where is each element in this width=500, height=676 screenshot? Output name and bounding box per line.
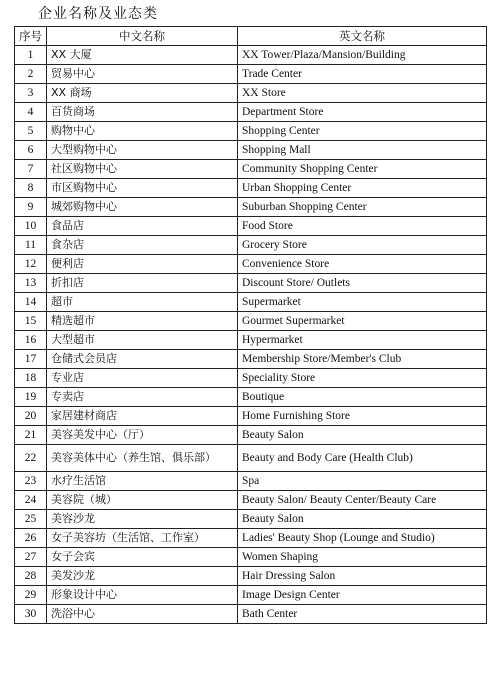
english-name-cell: XX Tower/Plaza/Mansion/Building bbox=[238, 46, 487, 65]
table-row bbox=[15, 198, 487, 217]
table-row bbox=[15, 122, 487, 141]
row-number: 28 bbox=[15, 567, 47, 586]
chinese-name-cell: 形象设计中心 bbox=[47, 586, 238, 605]
chinese-name-cell: 水疗生活馆 bbox=[47, 472, 238, 491]
english-name-cell: Trade Center bbox=[238, 65, 487, 84]
chinese-name-cell: 大型超市 bbox=[47, 331, 238, 350]
chinese-name-cell: 女子美容坊（生活馆、工作室） bbox=[47, 529, 238, 548]
chinese-name-cell: 百货商场 bbox=[47, 103, 238, 122]
row-number: 29 bbox=[15, 586, 47, 605]
table-body bbox=[15, 46, 487, 624]
row-number: 21 bbox=[15, 426, 47, 445]
chinese-name-cell: 购物中心 bbox=[47, 122, 238, 141]
english-name-cell: Spa bbox=[238, 472, 487, 491]
chinese-name-cell: 便利店 bbox=[47, 255, 238, 274]
chinese-name-cell: 专业店 bbox=[47, 369, 238, 388]
chinese-name-cell: 精选超市 bbox=[47, 312, 238, 331]
table-row bbox=[15, 46, 487, 65]
chinese-name-cell: XX 商场 bbox=[47, 84, 238, 103]
english-name-cell: Hypermarket bbox=[238, 331, 487, 350]
table-row bbox=[15, 586, 487, 605]
chinese-name-cell: 美容美发中心（厅） bbox=[47, 426, 238, 445]
chinese-name-cell: 仓储式会员店 bbox=[47, 350, 238, 369]
english-name-cell: Women Shaping bbox=[238, 548, 487, 567]
table-row bbox=[15, 388, 487, 407]
row-number: 8 bbox=[15, 179, 47, 198]
english-name-cell: Beauty Salon/ Beauty Center/Beauty Care bbox=[238, 491, 487, 510]
table-row bbox=[15, 312, 487, 331]
english-name-cell: Ladies' Beauty Shop (Lounge and Studio) bbox=[238, 529, 487, 548]
row-number: 13 bbox=[15, 274, 47, 293]
table-header-row bbox=[15, 27, 487, 46]
english-name-cell: Urban Shopping Center bbox=[238, 179, 487, 198]
chinese-name-cell: 女子会宾 bbox=[47, 548, 238, 567]
english-name-cell: Suburban Shopping Center bbox=[238, 198, 487, 217]
english-name-cell: Beauty Salon bbox=[238, 426, 487, 445]
chinese-name-cell: 家居建材商店 bbox=[47, 407, 238, 426]
english-name-cell: XX Store bbox=[238, 84, 487, 103]
table-row bbox=[15, 350, 487, 369]
english-name-cell: Grocery Store bbox=[238, 236, 487, 255]
chinese-name-cell: 洗浴中心 bbox=[47, 605, 238, 624]
table-row bbox=[15, 160, 487, 179]
row-number: 1 bbox=[15, 46, 47, 65]
row-number: 2 bbox=[15, 65, 47, 84]
page-title: 企业名称及业态类 bbox=[38, 6, 158, 22]
table-row bbox=[15, 331, 487, 350]
chinese-name-cell: 美容院（城） bbox=[47, 491, 238, 510]
english-name-cell: Hair Dressing Salon bbox=[238, 567, 487, 586]
row-number: 22 bbox=[15, 445, 47, 472]
header-chinese-name: 中文名称 bbox=[47, 27, 238, 46]
row-number: 11 bbox=[15, 236, 47, 255]
row-number: 14 bbox=[15, 293, 47, 312]
table-row bbox=[15, 179, 487, 198]
english-name-cell: Bath Center bbox=[238, 605, 487, 624]
table-row bbox=[15, 567, 487, 586]
row-number: 15 bbox=[15, 312, 47, 331]
row-number: 26 bbox=[15, 529, 47, 548]
table-row bbox=[15, 491, 487, 510]
row-number: 6 bbox=[15, 141, 47, 160]
english-name-cell: Beauty and Body Care (Health Club) bbox=[238, 445, 487, 472]
row-number: 24 bbox=[15, 491, 47, 510]
english-name-cell: Gourmet Supermarket bbox=[238, 312, 487, 331]
table-row bbox=[15, 255, 487, 274]
chinese-name-cell: XX 大厦 bbox=[47, 46, 238, 65]
chinese-name-cell: 食品店 bbox=[47, 217, 238, 236]
english-name-cell: Boutique bbox=[238, 388, 487, 407]
chinese-name-cell: 贸易中心 bbox=[47, 65, 238, 84]
row-number: 4 bbox=[15, 103, 47, 122]
row-number: 30 bbox=[15, 605, 47, 624]
row-number: 17 bbox=[15, 350, 47, 369]
english-name-cell: Speciality Store bbox=[238, 369, 487, 388]
english-name-cell: Home Furnishing Store bbox=[238, 407, 487, 426]
table-row bbox=[15, 472, 487, 491]
table-row bbox=[15, 65, 487, 84]
english-name-cell: Food Store bbox=[238, 217, 487, 236]
row-number: 3 bbox=[15, 84, 47, 103]
table-row bbox=[15, 369, 487, 388]
english-name-cell: Department Store bbox=[238, 103, 487, 122]
row-number: 12 bbox=[15, 255, 47, 274]
table-row bbox=[15, 103, 487, 122]
row-number: 7 bbox=[15, 160, 47, 179]
chinese-name-cell: 折扣店 bbox=[47, 274, 238, 293]
english-name-cell: Image Design Center bbox=[238, 586, 487, 605]
table-row bbox=[15, 605, 487, 624]
english-name-cell: Convenience Store bbox=[238, 255, 487, 274]
chinese-name-cell: 超市 bbox=[47, 293, 238, 312]
english-name-cell: Shopping Center bbox=[238, 122, 487, 141]
english-name-cell: Beauty Salon bbox=[238, 510, 487, 529]
table-row bbox=[15, 217, 487, 236]
row-number: 27 bbox=[15, 548, 47, 567]
chinese-name-cell: 市区购物中心 bbox=[47, 179, 238, 198]
chinese-name-cell: 大型购物中心 bbox=[47, 141, 238, 160]
chinese-name-cell: 专卖店 bbox=[47, 388, 238, 407]
row-number: 10 bbox=[15, 217, 47, 236]
row-number: 9 bbox=[15, 198, 47, 217]
chinese-name-cell: 食杂店 bbox=[47, 236, 238, 255]
row-number: 23 bbox=[15, 472, 47, 491]
english-name-cell: Supermarket bbox=[238, 293, 487, 312]
chinese-name-cell: 美发沙龙 bbox=[47, 567, 238, 586]
table-row bbox=[15, 445, 487, 472]
chinese-name-cell: 美容美体中心（养生馆、俱乐部） bbox=[47, 445, 238, 472]
table-row bbox=[15, 407, 487, 426]
row-number: 18 bbox=[15, 369, 47, 388]
chinese-name-cell: 城郊购物中心 bbox=[47, 198, 238, 217]
table-row bbox=[15, 426, 487, 445]
table-row bbox=[15, 293, 487, 312]
table-row bbox=[15, 510, 487, 529]
row-number: 20 bbox=[15, 407, 47, 426]
english-name-cell: Discount Store/ Outlets bbox=[238, 274, 487, 293]
business-names-table bbox=[14, 26, 487, 624]
table-row bbox=[15, 141, 487, 160]
english-name-cell: Membership Store/Member's Club bbox=[238, 350, 487, 369]
table-row bbox=[15, 236, 487, 255]
row-number: 5 bbox=[15, 122, 47, 141]
table-row bbox=[15, 274, 487, 293]
header-number: 序号 bbox=[15, 27, 47, 46]
header-english-name: 英文名称 bbox=[238, 27, 487, 46]
english-name-cell: Shopping Mall bbox=[238, 141, 487, 160]
table-row bbox=[15, 84, 487, 103]
row-number: 25 bbox=[15, 510, 47, 529]
chinese-name-cell: 社区购物中心 bbox=[47, 160, 238, 179]
row-number: 19 bbox=[15, 388, 47, 407]
table-row bbox=[15, 548, 487, 567]
chinese-name-cell: 美容沙龙 bbox=[47, 510, 238, 529]
english-name-cell: Community Shopping Center bbox=[238, 160, 487, 179]
row-number: 16 bbox=[15, 331, 47, 350]
table-row bbox=[15, 529, 487, 548]
